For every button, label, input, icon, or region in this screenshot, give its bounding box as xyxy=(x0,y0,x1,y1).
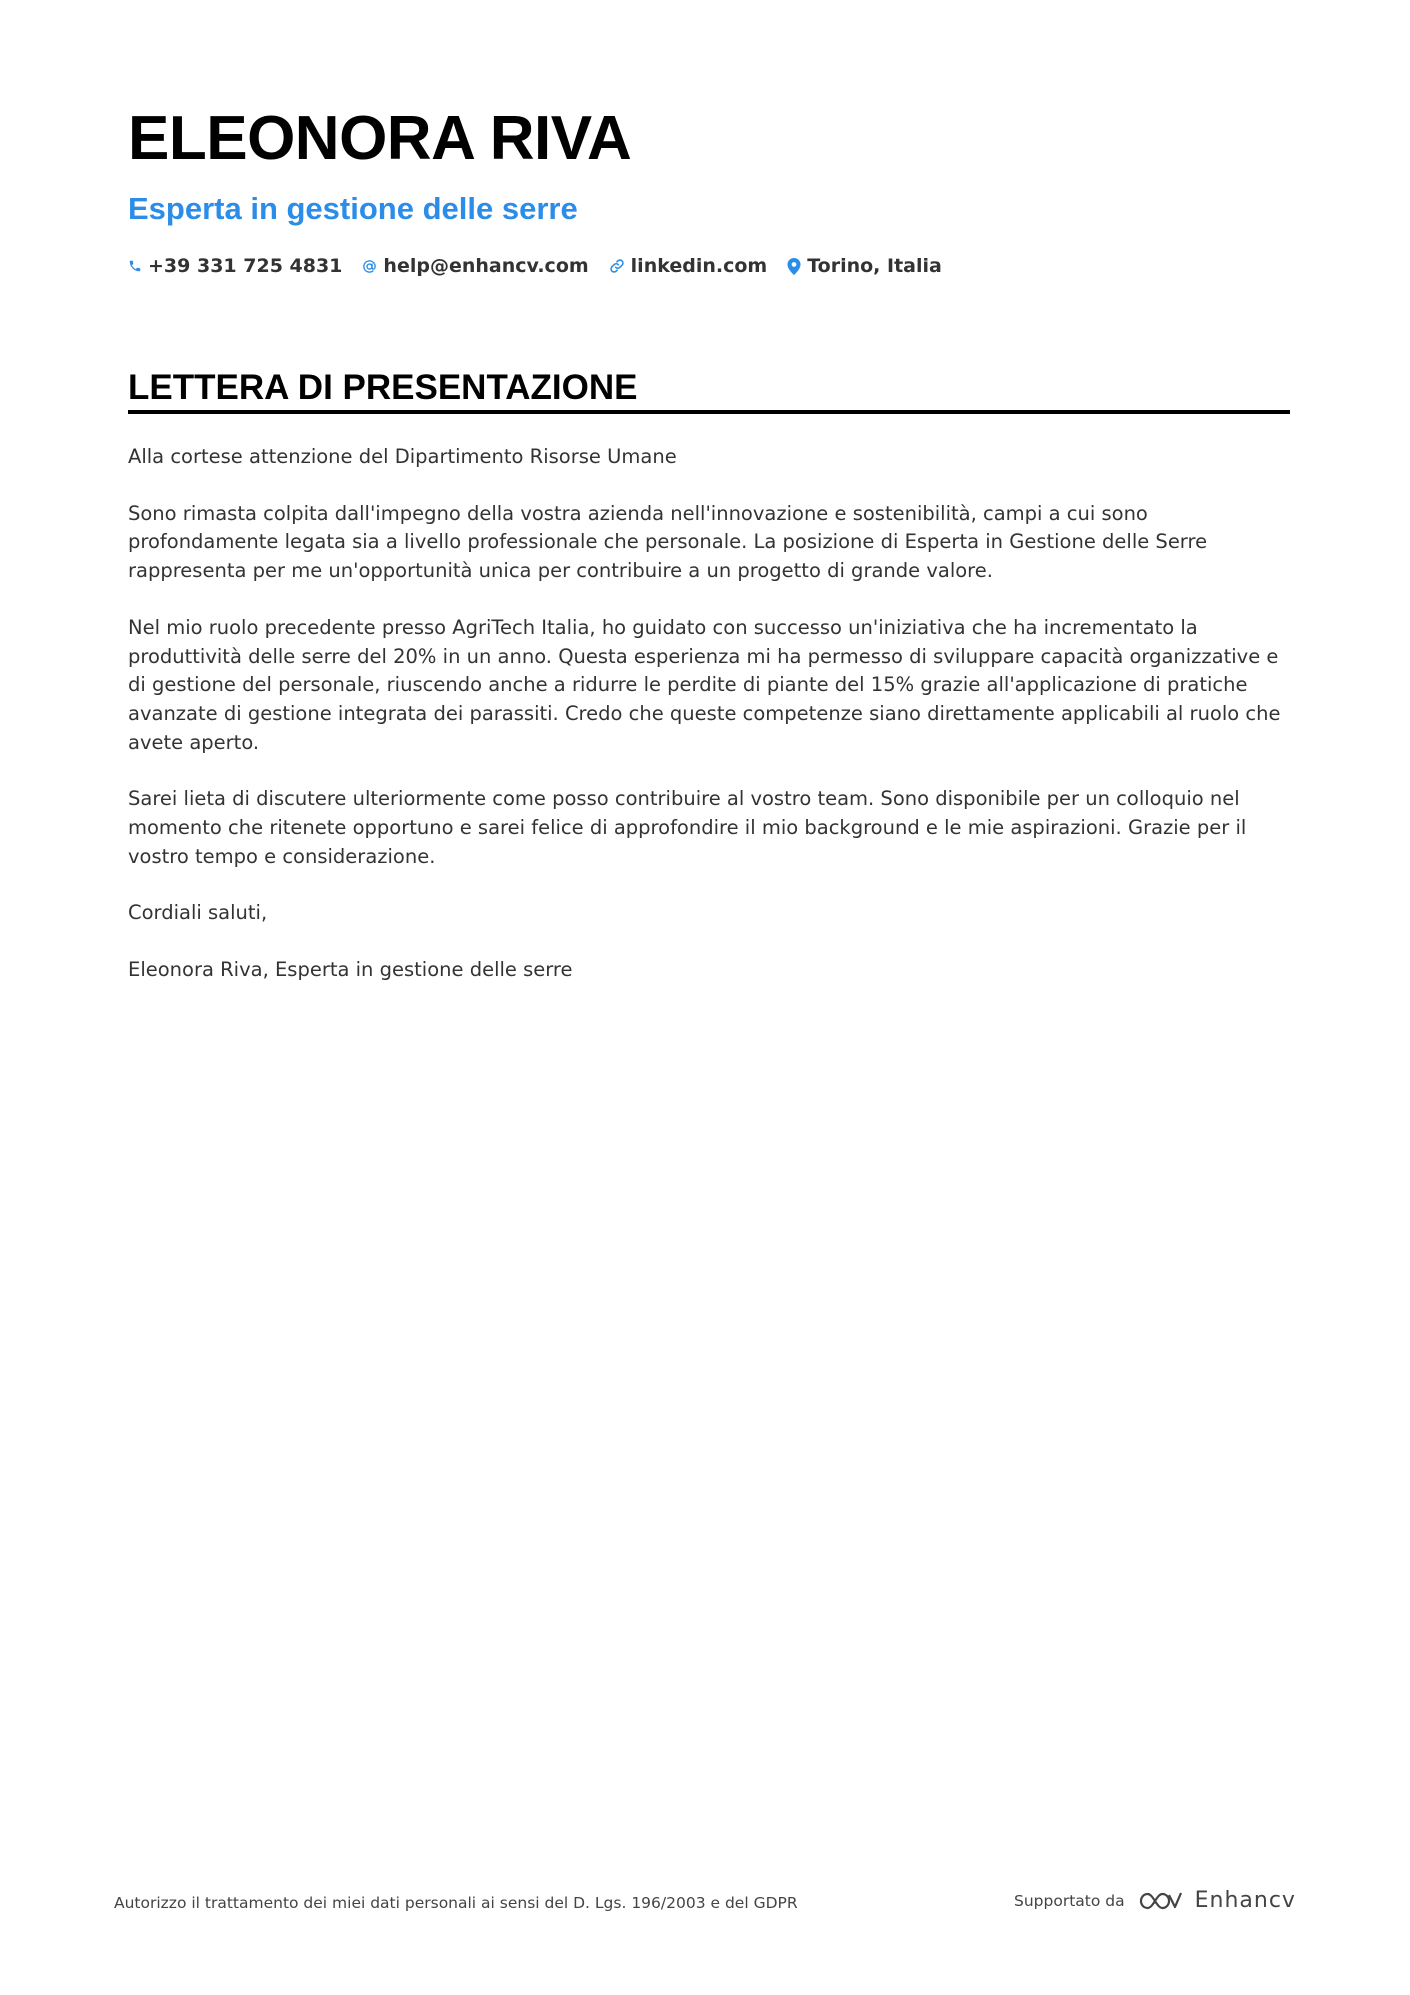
contact-email-text: help@enhancv.com xyxy=(383,255,589,277)
location-pin-icon xyxy=(787,258,801,275)
contact-linkedin-text: linkedin.com xyxy=(630,255,768,277)
letter-body xyxy=(128,443,1290,1013)
contact-location xyxy=(787,255,942,277)
powered-by-label: Supportato da xyxy=(1014,1891,1125,1910)
letter-paragraph: Nel mio ruolo precedente presso AgriTech Italia, ho guidato con successo un'iniziativa che ha incrementato la produttività delle serre del 20% in un anno. Questa esperienza mi ha permesso di sviluppare capacità organizzative e di gestione del personale, riuscendo anche a ridurre le perdite di piante del 15% grazie all'applicazione di pratiche avanzate di gestione integrata dei parassiti. Credo che queste competenze siano direttamente applicabili al ruolo che avete aperto. xyxy=(128,615,1281,754)
letter-salutation: Alla cortese attenzione del Dipartimento Risorse Umane xyxy=(128,445,677,468)
letter-signature: Eleonora Riva, Esperta in gestione delle serre xyxy=(128,958,573,982)
candidate-name: ELEONORA RIVA xyxy=(128,104,632,173)
contact-phone[interactable] xyxy=(128,255,342,277)
contact-location-text: Torino, Italia xyxy=(807,255,942,277)
candidate-role: Esperta in gestione delle serre xyxy=(128,191,578,226)
phone-icon xyxy=(128,259,142,273)
section-divider xyxy=(128,410,1290,414)
letter-paragraph: Sarei lieta di discutere ulteriormente come posso contribuire al vostro team. Sono disponibile per un colloquio nel momento che ritenete opportuno e sarei felice di approfondire il mio background e le mie aspirazioni. Grazie per il vostro tempo e considerazione. xyxy=(128,787,1247,868)
powered-by[interactable] xyxy=(1014,1888,1296,1913)
brand-name: Enhancv xyxy=(1194,1888,1296,1913)
contact-email[interactable] xyxy=(362,255,588,277)
privacy-consent: Autorizzo il trattamento dei miei dati personali ai sensi del D. Lgs. 196/2003 e del GDPR xyxy=(114,1894,798,1912)
enhancv-logo-icon xyxy=(1137,1889,1183,1913)
contact-linkedin[interactable] xyxy=(609,255,768,277)
contact-bar xyxy=(128,255,942,277)
letter-paragraph: Sono rimasta colpita dall'impegno della vostra azienda nell'innovazione e sostenibilità, campi a cui sono profondamente legata sia a livello professionale che personale. La posizione di Esperta in Gestione delle Serre rappresenta per me un'opportunità unica per contribuire a un progetto di grande valore. xyxy=(128,501,1208,583)
contact-phone-text: +39 331 725 4831 xyxy=(148,255,343,277)
link-icon xyxy=(609,258,625,274)
section-title: LETTERA DI PRESENTAZIONE xyxy=(128,368,638,407)
letter-closing: Cordiali saluti, xyxy=(128,901,268,925)
at-icon xyxy=(362,259,377,274)
